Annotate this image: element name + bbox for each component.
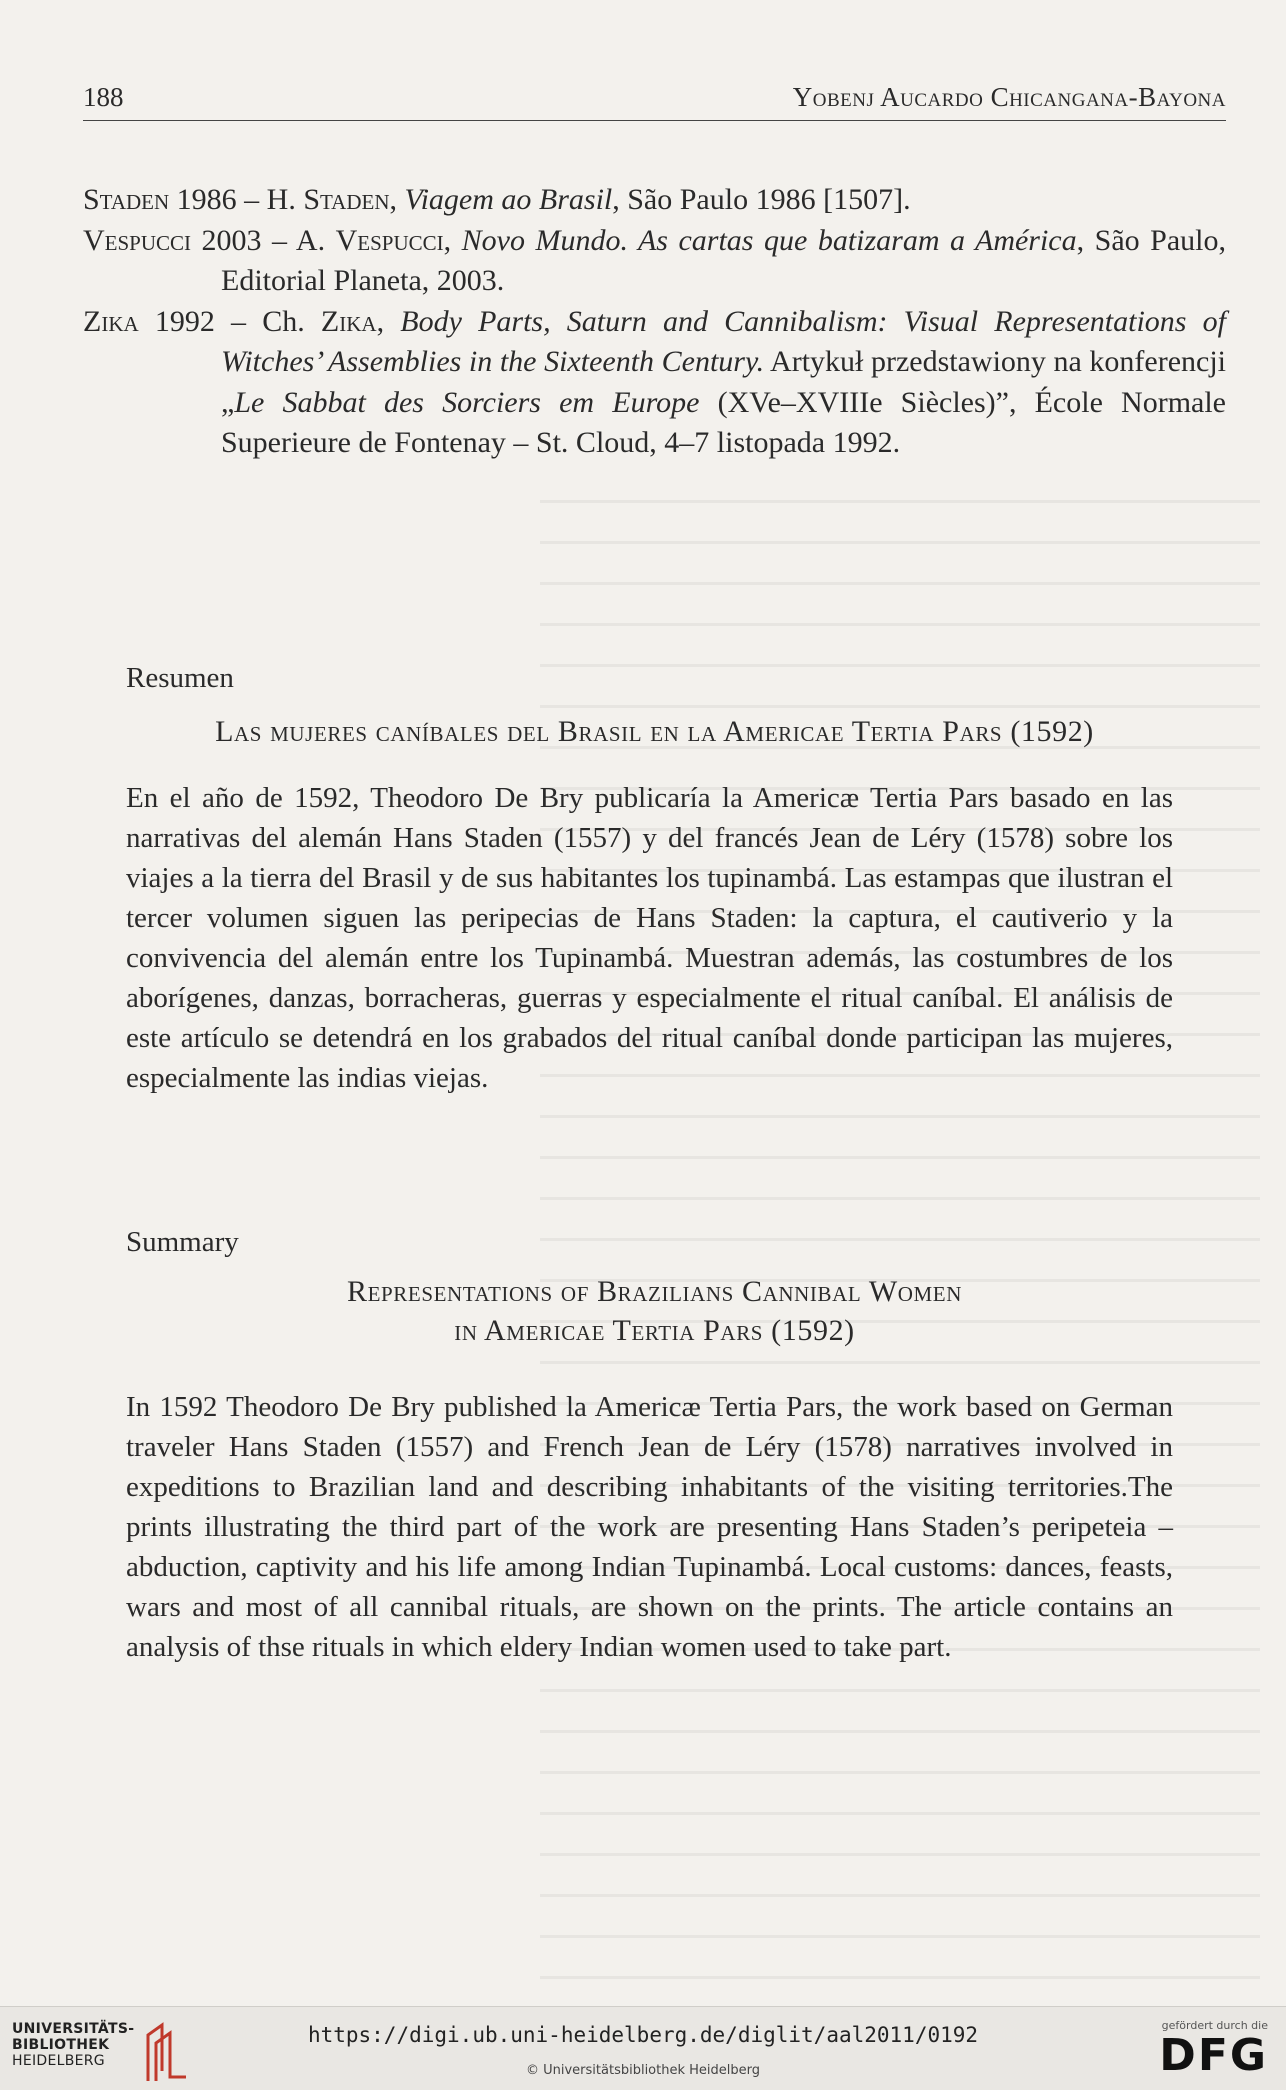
summary-title-line-1: Representations of Brazilians Cannibal Women <box>346 1275 963 1308</box>
page-number: 188 <box>83 82 124 112</box>
digitization-footer <box>0 2006 1286 2090</box>
running-head: Yobenj Aucardo Chicangana-Bayona <box>792 82 1226 112</box>
library-name-line-3: HEIDELBERG <box>12 2053 105 2069</box>
library-name-line-2: BIBLIOTHEK <box>12 2037 110 2053</box>
summary-title-line-2: in Americae Tertia Pars (1592) <box>454 1314 855 1347</box>
dfg-logo <box>1138 2019 1268 2080</box>
library-name-line-1: UNIVERSITÄTS- <box>12 2021 135 2037</box>
page-header <box>83 82 1226 121</box>
summary-label: Summary <box>126 1226 239 1258</box>
reference-entry: Zika 1992 – Ch. Zika, Body Parts, Saturn and Cannibalism: Visual Representations of Witches’ Assemblies in the Sixteenth Century. Artykuł przedstawiony na konferencji „Le Sabbat des Sorciers em Europe (XVe–XVIIIe Siècles)”, École Normale Superieure de Fontenay – St. Cloud, 4–7 listopada 1992. <box>83 304 1227 459</box>
reference-entry: Staden 1986 – H. Staden, Viagem ao Brasil, São Paulo 1986 [1507]. <box>83 183 911 216</box>
summary-abstract: In 1592 Theodoro De Bry published la Americæ Tertia Pars, the work based on German traveler Hans Staden (1557) and French Jean de Léry (1578) narratives involved in expeditions to Brazilian land and describing inhabitants of the visiting territories.The prints illustrating the third part of the work are presenting Hans Staden’s peripeteia – abduction, captivity and his life among Indian Tupinambá. Local customs: dances, feasts, wars and most of all cannibal rituals, are shown on the prints. The article contains an analysis of thse rituals in which eldery Indian women used to take part. <box>126 1391 1173 1663</box>
resumen-label: Resumen <box>126 662 234 694</box>
bibliography <box>83 180 1226 464</box>
funded-by-text: gefördert durch die <box>1161 2019 1268 2032</box>
dfg-wordmark: DFG <box>1159 2030 1268 2081</box>
resumen-title: Las mujeres caníbales del Brasil en la Americae Tertia Pars (1592) <box>215 715 1094 748</box>
resumen-abstract: En el año de 1592, Theodoro De Bry publicaría la Americæ Tertia Pars basado en las narrativas del alemán Hans Staden (1557) y del francés Jean de Léry (1578) sobre los viajes a la tierra del Brasil y de sus habitantes los tupinambá. Las estampas que ilustran el tercer volumen siguen las peripecias de Hans Staden: la captura, el cautiverio y la convivencia del alemán entre los Tupinambá. Muestran además, las costumbres de los aborígenes, danzas, borracheras, guerras y especialmente el ritual caníbal. El análisis de este artículo se detendrá en los grabados del ritual caníbal donde participan las mujeres, especialmente las indias viejas. <box>126 782 1173 1094</box>
copyright-notice: © Universitätsbibliothek Heidelberg <box>525 2063 760 2078</box>
summary-title <box>83 1272 1226 1350</box>
reference-entry: Vespucci 2003 – A. Vespucci, Novo Mundo. As cartas que batizaram a América, São Paulo, Editorial Planeta, 2003. <box>83 223 1226 297</box>
page-url-link[interactable]: https://digi.ub.uni-heidelberg.de/diglit/aal2011/0192 <box>307 2023 979 2047</box>
